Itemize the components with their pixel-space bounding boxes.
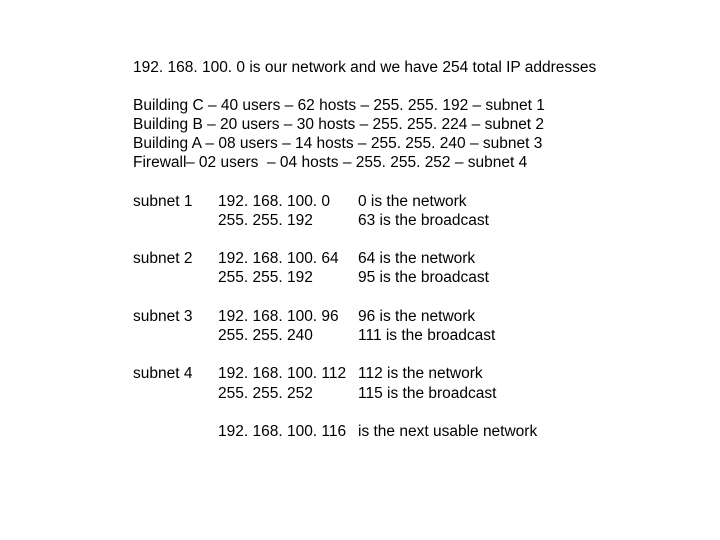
subnet-4-broadcast: 115 is the broadcast (358, 385, 497, 402)
building-b-line: Building B – 20 users – 30 hosts – 255. 255. 224 – subnet 2 (133, 116, 545, 133)
subnet-1-mask: 255. 255. 192 (218, 212, 313, 229)
subnet-4-network: 112 is the network (358, 365, 483, 382)
network-intro: 192. 168. 100. 0 is our network and we have 254 total IP addresses (133, 59, 597, 76)
subnet-2-network: 64 is the network (358, 250, 476, 267)
firewall-label: Firewall (133, 154, 187, 171)
firewall-details: – 02 users – 04 hosts – 255. 255. 252 – subnet 4 (186, 154, 528, 171)
subnet-3-mask: 255. 255. 240 (218, 327, 313, 344)
subnet-4-label: subnet 4 (133, 365, 193, 382)
subnet-1-label: subnet 1 (133, 193, 193, 210)
subnet-4-mask: 255. 255. 252 (218, 385, 313, 402)
subnet-1-broadcast: 63 is the broadcast (358, 212, 489, 229)
next-network-note: is the next usable network (358, 423, 538, 440)
subnet-1-ip: 192. 168. 100. 0 (218, 193, 331, 210)
subnet-3-network: 96 is the network (358, 308, 476, 325)
subnet-2-label: subnet 2 (133, 250, 193, 267)
subnet-2-broadcast: 95 is the broadcast (358, 269, 489, 286)
subnet-2-ip: 192. 168. 100. 64 (218, 250, 339, 267)
subnet-3-broadcast: 111 is the broadcast (358, 327, 496, 344)
subnet-1-network: 0 is the network (358, 193, 467, 210)
building-a-line: Building A – 08 users – 14 hosts – 255. 255. 240 – subnet 3 (133, 135, 543, 152)
subnet-3-label: subnet 3 (133, 308, 193, 325)
subnet-2-mask: 255. 255. 192 (218, 269, 313, 286)
next-network-ip: 192. 168. 100. 116 (218, 423, 347, 440)
subnet-3-ip: 192. 168. 100. 96 (218, 308, 339, 325)
subnet-4-ip: 192. 168. 100. 112 (218, 365, 347, 382)
building-c-line: Building C – 40 users – 62 hosts – 255. 255. 192 – subnet 1 (133, 97, 545, 114)
